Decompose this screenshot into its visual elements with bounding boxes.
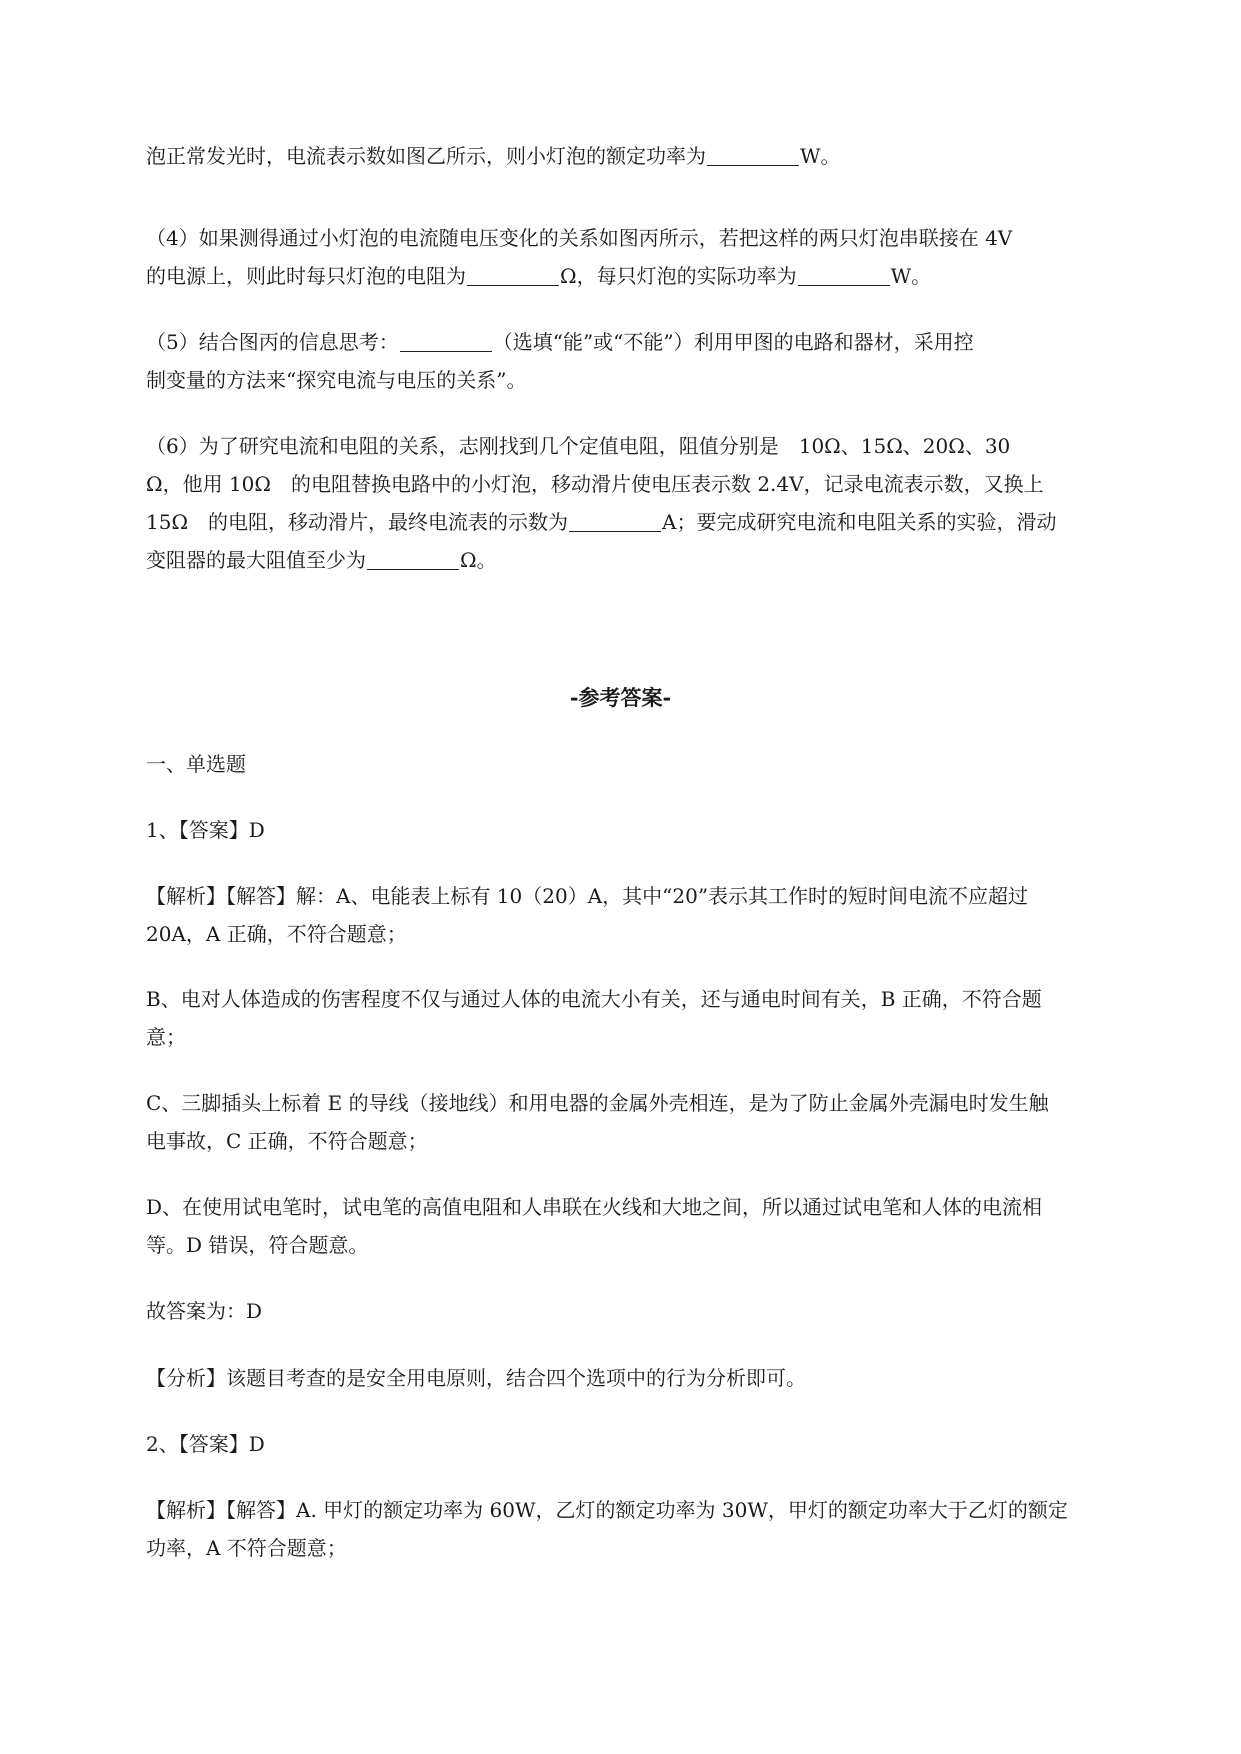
answer-1-p4-line-2: 等。D 错误，符合题意。 [146, 1233, 369, 1257]
answer-1-analysis: 【分析】该题目考查的是安全用电原则，结合四个选项中的行为分析即可。 [146, 1366, 806, 1390]
q3-unit: W。 [800, 144, 841, 168]
q4-text-b: Ω，每只灯泡的实际功率为 [560, 264, 797, 288]
answer-1-p3-line-1: C、三脚插头上标着 E 的导线（接地线）和用电器的金属外壳相连，是为了防止金属外壳漏电时发生触 [146, 1091, 1049, 1115]
q6-text-d: Ω。 [460, 548, 497, 572]
answer-2-p1-line-2: 功率，A 不符合题意； [146, 1536, 347, 1560]
q6-line-1: （6）为了研究电流和电阻的关系，志刚找到几个定值电阻，阻值分别是 10Ω、15Ω、20Ω、30 [146, 434, 1011, 458]
q4-resistance-blank[interactable] [467, 265, 559, 286]
answer-1-label: 1、【答案】D [146, 818, 265, 842]
answer-1-final: 故答案为：D [146, 1299, 263, 1323]
q6-text-c: 变阻器的最大阻值至少为 [146, 548, 366, 572]
answer-2-p1-line-1: 【解析】【解答】A. 甲灯的额定功率为 60W，乙灯的额定功率为 30W，甲灯的额定功率大于乙灯的额定 [146, 1498, 1068, 1522]
section-heading: 一、单选题 [146, 752, 246, 776]
q6-line-4 [146, 546, 1156, 574]
answer-1-p2-line-1: B、电对人体造成的伤害程度不仅与通过人体的电流大小有关，还与通电时间有关，B 正确，不符合题 [146, 987, 1042, 1011]
q6-line-2: Ω，他用 10Ω 的电阻替换电路中的小灯泡，移动滑片使电压表示数 2.4V，记录电流表示数，又换上 [146, 472, 1044, 496]
answer-1-p3-line-2: 电事故，C 正确，不符合题意； [146, 1129, 428, 1153]
q5-line-1 [146, 328, 1156, 356]
q3-text: 泡正常发光时，电流表示数如图乙所示，则小灯泡的额定功率为 [146, 144, 706, 168]
q3-line-1 [146, 142, 1156, 170]
answer-1-p4-line-1: D、在使用试电笔时，试电笔的高值电阻和人串联在火线和大地之间，所以通过试电笔和人体的电流相 [146, 1195, 1043, 1219]
q4-line-1: （4）如果测得通过小灯泡的电流随电压变化的关系如图丙所示，若把这样的两只灯泡串联接在 4V [146, 226, 1013, 250]
answer-1-p2-line-2: 意； [146, 1025, 186, 1049]
q6-max-resistance-blank[interactable] [367, 549, 459, 570]
answer-1-p1-line-2: 20A，A 正确，不符合题意； [146, 922, 407, 946]
q6-text-b: A；要完成研究电流和电阻关系的实验，滑动 [662, 510, 1057, 534]
q6-line-3 [146, 508, 1156, 536]
answer-2-label: 2、【答案】D [146, 1432, 265, 1456]
q5-line-2: 制变量的方法来“探究电流与电压的关系”。 [146, 368, 527, 392]
answer-1-p1-line-1: 【解析】【解答】解：A、电能表上标有 10（20）A，其中“20”表示其工作时的短时间电流不应超过 [146, 884, 1029, 908]
q6-text-a: 15Ω 的电阻，移动滑片，最终电流表的示数为 [146, 510, 569, 534]
answers-title: -参考答案- [569, 685, 672, 710]
q5-text-b: （选填“能”或“不能”）利用甲图的电路和器材，采用控 [492, 330, 974, 354]
q4-line-2 [146, 262, 1156, 290]
q5-choice-blank[interactable] [400, 331, 492, 352]
q4-power-blank[interactable] [798, 265, 890, 286]
q4-text-a: 的电源上，则此时每只灯泡的电阻为 [146, 264, 466, 288]
q6-current-blank[interactable] [569, 511, 661, 532]
q5-text-a: （5）结合图丙的信息思考： [146, 330, 399, 354]
q4-text-c: W。 [890, 264, 932, 288]
q3-power-blank[interactable] [707, 145, 799, 166]
